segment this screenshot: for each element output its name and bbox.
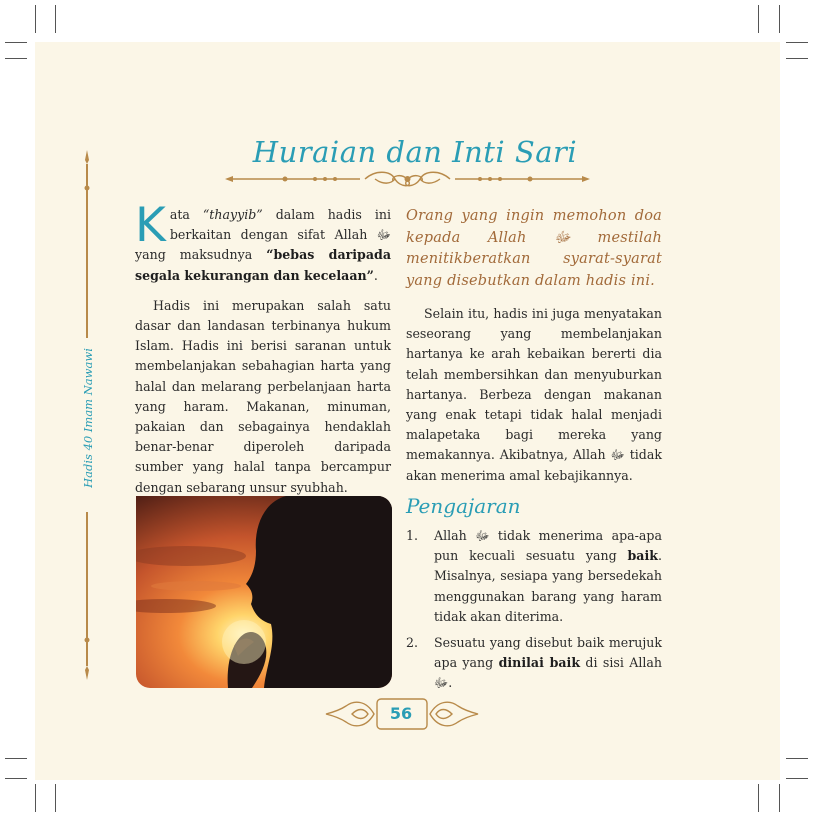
title-ornament-icon: [225, 168, 590, 190]
body-paragraph: Selain itu, hadis ini juga menyatakan seseorang yang membelanjakan hartanya ke arah kebaikan bererti dia telah membersihkan dan menyuburkan hartanya. Berbeza dengan makanan yang enak tetapi tidak halal menjadi malapetaka bagi mereka yang memakannya. Akibatnya, Allah ﷻ tidak akan menerima amal kebajikannya.: [406, 306, 662, 483]
crop-mark: [786, 42, 808, 43]
crop-mark: [786, 778, 808, 779]
sidebar-finial-icon: [84, 150, 90, 340]
crop-mark: [5, 758, 27, 759]
crop-mark: [786, 58, 808, 59]
pull-quote: Orang yang ingin memohon doa kepada Allah ﷻ mestilah menitikberatkan syarat-syarat yang disebutkan dalam hadis ini.: [406, 208, 662, 289]
crop-mark: [5, 42, 27, 43]
sidebar-book-title: Hadis 40 Imam Nawawi: [81, 348, 95, 488]
left-column: [135, 198, 391, 498]
crop-mark: [55, 5, 56, 33]
drop-cap: K: [135, 198, 166, 253]
sidebar-finial-icon: [84, 510, 90, 680]
page-title: Huraian dan Inti Sari: [252, 135, 578, 169]
intro-paragraph: Kata “thayyib” dalam hadis ini berkaitan dengan sifat Allah ﷻ yang maksudnya “bebas daripada segala kekurangan dan kecelaan”.: [135, 198, 391, 283]
section-heading: Pengajaran: [406, 494, 521, 518]
praying-silhouette-photo: [136, 496, 392, 688]
lesson-list: [406, 526, 662, 700]
crop-mark: [779, 5, 780, 33]
list-item: 2. Sesuatu yang disebut baik merujuk apa yang dinilai baik di sisi Allah ﷻ.: [406, 635, 662, 691]
crop-mark: [758, 784, 759, 812]
crop-mark: [5, 58, 27, 59]
crop-mark: [35, 5, 36, 33]
body-paragraph: Hadis ini merupakan salah satu dasar dan landasan terbinanya hukum Islam. Hadis ini berisi saranan untuk membelanjakan sebahagian harta yang halal dan melarang perbelanjaan harta yang haram. Makanan, minuman, pakaian dan sebagainya hendaklah benar-benar diperoleh daripada sumber yang halal tanpa bercampur dengan sebarang unsur syubhah.: [135, 297, 391, 495]
crop-mark: [779, 784, 780, 812]
list-item: 1. Allah ﷻ tidak menerima apa-apa pun kecuali sesuatu yang baik. Misalnya, sesiapa yang bersedekah menggunakan barang yang haram tidak akan diterima.: [406, 528, 662, 624]
crop-mark: [758, 5, 759, 33]
right-column: [406, 206, 662, 486]
crop-mark: [786, 758, 808, 759]
crop-mark: [35, 784, 36, 812]
crop-mark: [55, 784, 56, 812]
crop-mark: [5, 778, 27, 779]
page-number: 56: [389, 704, 413, 723]
